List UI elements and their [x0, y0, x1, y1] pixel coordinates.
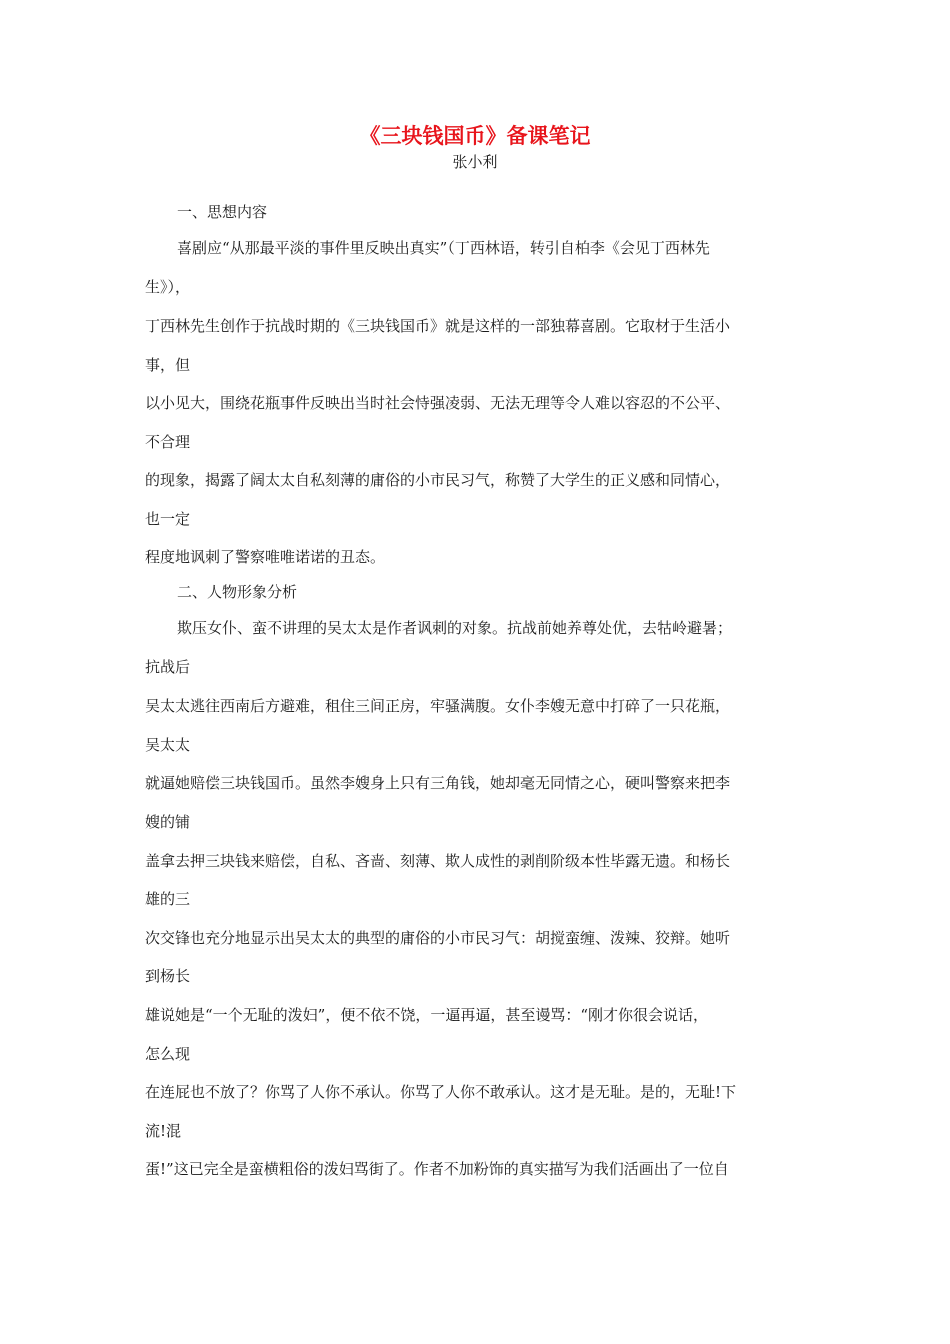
paragraph-line: 就逼她赔偿三块钱国币。虽然李嫂身上只有三角钱，她却毫无同情之心，硬叫警察来把李 — [145, 774, 731, 792]
author-name: 张小利 — [452, 153, 498, 171]
section-heading-content: 一、思想内容 — [177, 203, 268, 221]
paragraph-line: 生》）， — [145, 278, 191, 296]
page-title: 《三块钱国币》备课笔记 — [359, 124, 591, 148]
section-heading-characters: 二、人物形象分析 — [177, 583, 298, 601]
paragraph-line: 喜剧应“从那最平淡的事件里反映出真实”（丁西林语，转引自柏李《会见丁西林先 — [177, 239, 710, 257]
paragraph-line: 不合理 — [145, 433, 191, 451]
paragraph-line: 的现象，揭露了阔太太自私刻薄的庸俗的小市民习气，称赞了大学生的正义感和同情心， — [145, 471, 731, 489]
paragraph-line: 抗战后 — [145, 658, 191, 676]
paragraph-line: 流!混 — [145, 1122, 182, 1140]
paragraph-line: 在连屁也不放了？你骂了人你不承认。你骂了人你不敢承认。这才是无耻。是的，无耻!下 — [145, 1083, 737, 1101]
paragraph-line: 蛋!”这已完全是蛮横粗俗的泼妇骂街了。作者不加粉饰的真实描写为我们活画出了一位自 — [145, 1160, 729, 1178]
paragraph-line: 怎么现 — [145, 1045, 191, 1063]
paragraph-line: 程度地讽刺了警察唯唯诺诺的丑态。 — [145, 548, 386, 566]
paragraph-line: 事，但 — [145, 356, 191, 374]
paragraph-line: 盖拿去押三块钱来赔偿，自私、吝啬、刻薄、欺人成性的剥削阶级本性毕露无遗。和杨长 — [145, 852, 731, 870]
paragraph-line: 也一定 — [145, 510, 191, 528]
paragraph-line: 次交锋也充分地显示出吴太太的典型的庸俗的小市民习气：胡搅蛮缠、泼辣、狡辩。她听 — [145, 929, 731, 947]
paragraph-line: 欺压女仆、蛮不讲理的吴太太是作者讽刺的对象。抗战前她养尊处优，去牯岭避暑； — [177, 619, 733, 637]
paragraph-line: 丁西林先生创作于抗战时期的《三块钱国币》就是这样的一部独幕喜剧。它取材于生活小 — [145, 317, 731, 335]
paragraph-line: 嫂的铺 — [145, 813, 191, 831]
paragraph-line: 吴太太 — [145, 736, 191, 754]
paragraph-line: 到杨长 — [145, 967, 191, 985]
paragraph-line: 吴太太逃往西南后方避难，租住三间正房，牢骚满腹。女仆李嫂无意中打碎了一只花瓶， — [145, 697, 731, 715]
paragraph-line: 雄的三 — [145, 890, 191, 908]
paragraph-line: 雄说她是“一个无耻的泼妇”，便不依不饶，一逼再逼，甚至谩骂：“刚才你很会说话， — [145, 1006, 709, 1024]
paragraph-line: 以小见大，围绕花瓶事件反映出当时社会恃强凌弱、无法无理等令人难以容忍的不公平、 — [145, 394, 731, 412]
